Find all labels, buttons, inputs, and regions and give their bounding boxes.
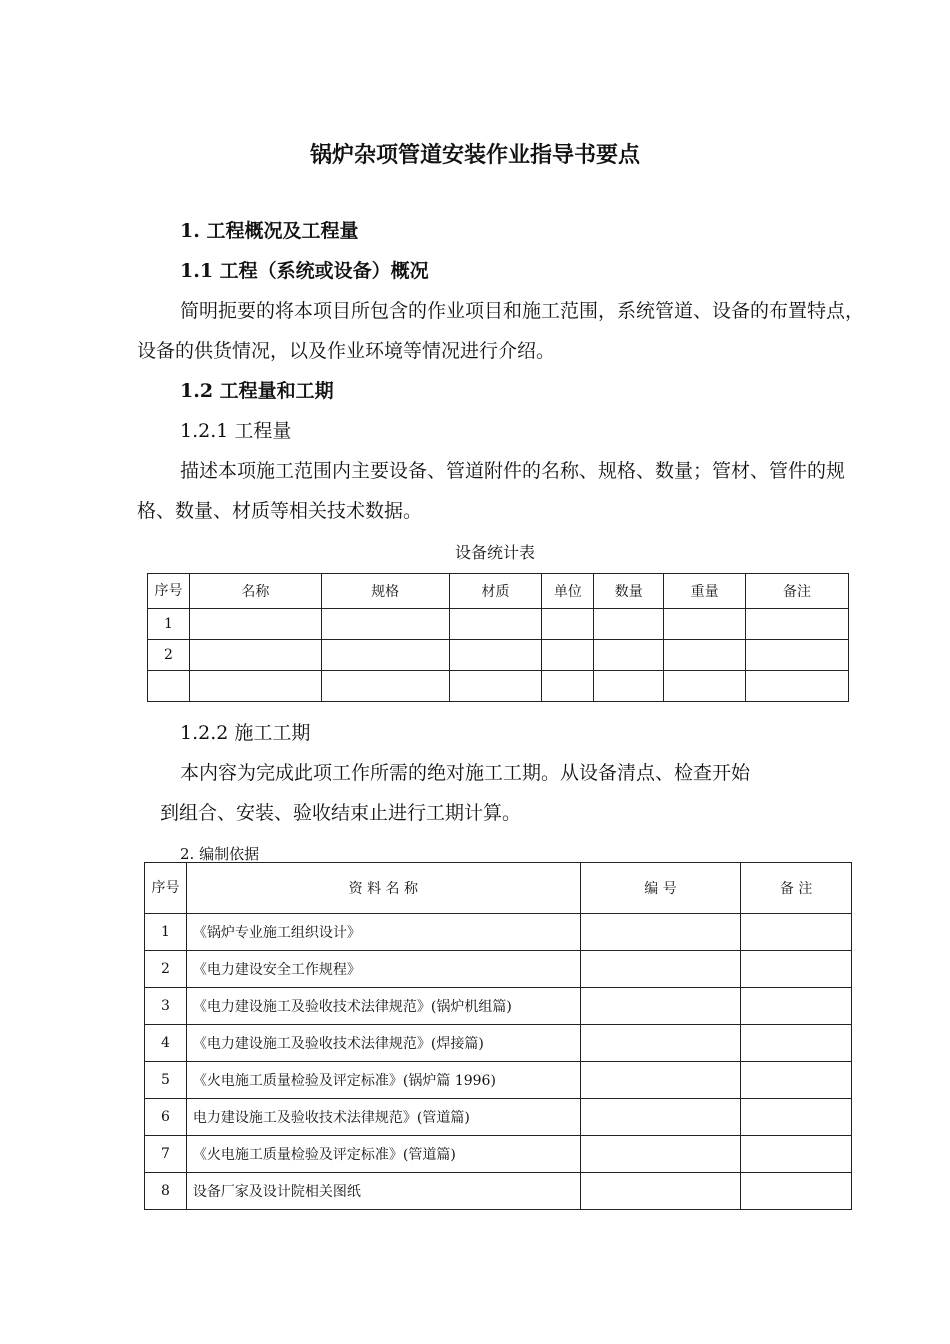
table-cell: 5 (145, 1062, 187, 1099)
table-row (145, 1173, 852, 1210)
equipment-table-header-row (148, 574, 849, 609)
table-cell (580, 1025, 741, 1062)
section-1-2-1-paragraph: 描述本项施工范围内主要设备、管道附件的名称、规格、数量；管材、管件的规格、数量、材质等相关技术数据。 (137, 460, 846, 522)
table-cell (148, 671, 190, 702)
table-cell: 2 (148, 640, 190, 671)
equipment-table-caption: 设备统计表 (454, 543, 535, 562)
table-row (145, 1062, 852, 1099)
table-cell: 《火电施工质量检验及评定标准》(锅炉篇 1996) (186, 1062, 580, 1099)
section-1-2-2-heading: 1.2.2 施工工期 (180, 722, 311, 744)
table-row (145, 988, 852, 1025)
table-cell (741, 988, 852, 1025)
equipment-table (147, 573, 849, 702)
section-2-heading: 2. 编制依据 (180, 845, 260, 863)
table-cell (542, 609, 594, 640)
references-table (144, 862, 852, 1210)
column-header: 备 注 (741, 863, 852, 914)
table-row (145, 951, 852, 988)
section-1-2-heading: 1.2 工程量和工期 (180, 380, 334, 402)
section-1-2-2-paragraph-line2: 到组合、安装、验收结束止进行工期计算。 (160, 802, 522, 824)
table-cell (321, 609, 449, 640)
table-cell (189, 640, 321, 671)
table-cell (746, 640, 849, 671)
table-row (148, 609, 849, 640)
column-header: 名称 (189, 574, 321, 609)
column-header: 序号 (145, 863, 187, 914)
table-cell (449, 609, 542, 640)
column-header: 材质 (449, 574, 542, 609)
table-cell (746, 609, 849, 640)
table-cell (741, 1136, 852, 1173)
table-cell: 2 (145, 951, 187, 988)
table-cell (189, 671, 321, 702)
table-cell (580, 1173, 741, 1210)
column-header: 数量 (594, 574, 664, 609)
section-1-2-2-paragraph-line1: 本内容为完成此项工作所需的绝对施工工期。从设备清点、检查开始 (180, 762, 751, 784)
table-cell: 1 (145, 914, 187, 951)
table-cell (580, 988, 741, 1025)
table-cell (189, 609, 321, 640)
table-cell: 设备厂家及设计院相关图纸 (186, 1173, 580, 1210)
table-cell: 《电力建设安全工作规程》 (186, 951, 580, 988)
table-cell: 6 (145, 1099, 187, 1136)
table-cell (594, 671, 664, 702)
table-cell (741, 1173, 852, 1210)
table-cell (580, 914, 741, 951)
table-cell: 《火电施工质量检验及评定标准》(管道篇) (186, 1136, 580, 1173)
table-row (145, 1025, 852, 1062)
column-header: 备注 (746, 574, 849, 609)
table-row (145, 914, 852, 951)
table-cell (321, 671, 449, 702)
table-cell: 1 (148, 609, 190, 640)
table-cell (664, 609, 746, 640)
table-cell (542, 640, 594, 671)
table-cell: 8 (145, 1173, 187, 1210)
table-cell (321, 640, 449, 671)
table-cell: 《电力建设施工及验收技术法律规范》(焊接篇) (186, 1025, 580, 1062)
section-1-2-1-heading: 1.2.1 工程量 (180, 420, 292, 442)
table-cell: 7 (145, 1136, 187, 1173)
table-cell (594, 640, 664, 671)
table-cell (594, 609, 664, 640)
column-header: 重量 (664, 574, 746, 609)
column-header: 资 料 名 称 (186, 863, 580, 914)
table-cell (580, 1062, 741, 1099)
table-cell (741, 1062, 852, 1099)
column-header: 单位 (542, 574, 594, 609)
table-row (145, 1136, 852, 1173)
table-cell (449, 640, 542, 671)
document-title: 锅炉杂项管道安装作业指导书要点 (309, 142, 640, 168)
column-header: 规格 (321, 574, 449, 609)
table-cell (664, 671, 746, 702)
table-cell (741, 914, 852, 951)
section-1-heading: 1. 工程概况及工程量 (180, 220, 359, 242)
table-cell: 4 (145, 1025, 187, 1062)
table-cell (449, 671, 542, 702)
table-cell (542, 671, 594, 702)
table-cell: 3 (145, 988, 187, 1025)
column-header: 编 号 (580, 863, 741, 914)
table-cell (580, 1136, 741, 1173)
table-row (148, 671, 849, 702)
table-cell (664, 640, 746, 671)
table-cell: 电力建设施工及验收技术法律规范》(管道篇) (186, 1099, 580, 1136)
section-1-1-heading: 1.1 工程（系统或设备）概况 (180, 260, 429, 282)
table-cell (746, 671, 849, 702)
table-cell (580, 951, 741, 988)
table-row (148, 640, 849, 671)
table-cell: 《电力建设施工及验收技术法律规范》(锅炉机组篇) (186, 988, 580, 1025)
table-row (145, 1099, 852, 1136)
table-cell (741, 1025, 852, 1062)
section-1-1-paragraph: 简明扼要的将本项目所包含的作业项目和施工范围，系统管道、设备的布置特点，设备的供货情况，以及作业环境等情况进行介绍。 (137, 300, 865, 362)
references-table-header-row (145, 863, 852, 914)
column-header: 序号 (148, 574, 190, 609)
table-cell: 《锅炉专业施工组织设计》 (186, 914, 580, 951)
table-cell (741, 1099, 852, 1136)
table-cell (741, 951, 852, 988)
table-cell (580, 1099, 741, 1136)
